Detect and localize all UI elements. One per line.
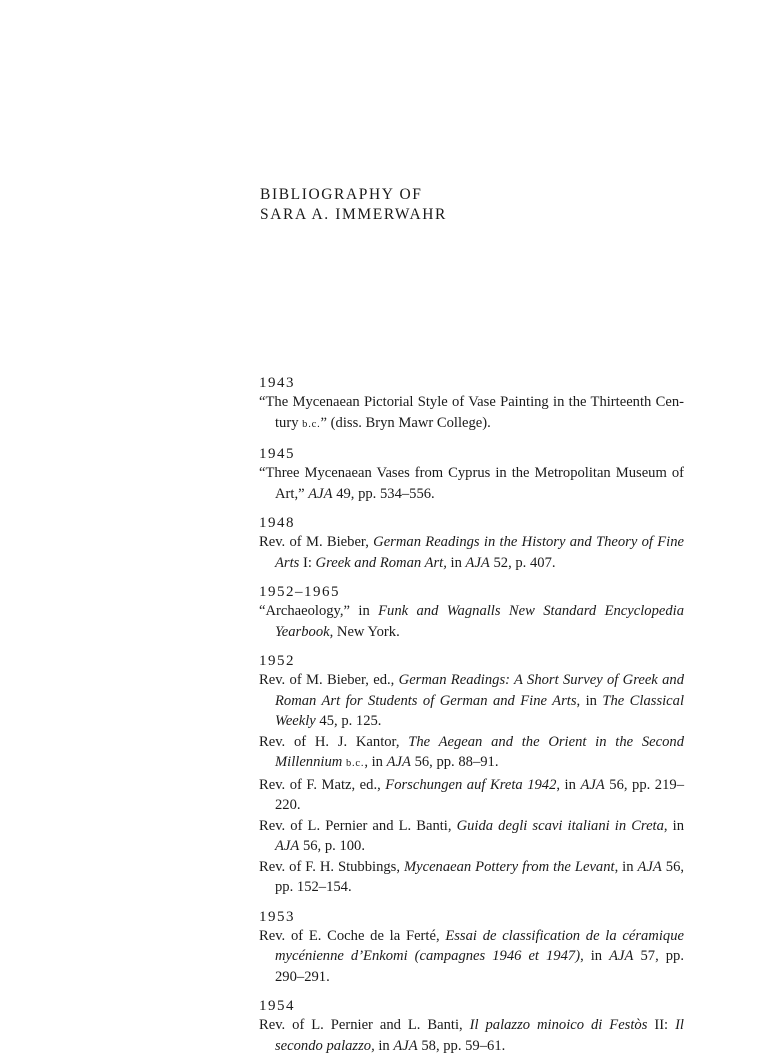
- entry-text: 49, pp. 534–556.: [332, 485, 435, 502]
- year-heading: 1953: [259, 908, 295, 925]
- bibliography-entry: [259, 816, 684, 857]
- entry-text: 58, pp. 59–61.: [417, 1037, 506, 1054]
- small-caps-text: b.c.: [302, 418, 321, 430]
- page-title: [260, 185, 447, 225]
- bibliography-entry: [259, 732, 684, 775]
- entry-text: , in: [364, 754, 387, 770]
- entry-text: 52, p. 407.: [489, 554, 556, 571]
- entry-text: New York.: [333, 623, 400, 640]
- year-heading: 1954: [259, 998, 295, 1014]
- italic-title: The Classical Weekly: [275, 692, 685, 729]
- italic-title: Guida degli scavi italiani in Creta: [456, 817, 664, 834]
- italic-title: Forschungen auf Kreta 1942: [385, 776, 557, 793]
- entry-text: “Three Mycenaean Vases from Cyprus in the Metropolitan Museum of Art,”: [259, 465, 684, 502]
- bibliography-entry: [259, 670, 684, 732]
- entry-text: Rev. of F. Matz, ed.,: [259, 776, 386, 793]
- entry-text: Rev. of F. H. Stubbings,: [259, 858, 404, 875]
- year-heading: 1952: [259, 653, 295, 669]
- year-heading: 1948: [259, 515, 295, 531]
- entry-text: “The Mycenaean Pictorial Style of Vase Painting in the Thirteenth Century: [259, 394, 684, 431]
- italic-title: German Readings in the History and Theory of Fine Arts: [275, 534, 684, 571]
- entry-text: , in: [614, 858, 638, 875]
- italic-title: AJA: [275, 838, 300, 854]
- italic-title: Essai de classification de la céramique mycénienne d’Enkomi (campagnes 1946 et 1947): [275, 927, 684, 964]
- entry-text: , in: [556, 776, 581, 793]
- italic-title: Il secondo palazzo,: [275, 1017, 684, 1054]
- bibliography-entry: [259, 1015, 684, 1056]
- entry-text: 56, p. 100.: [299, 838, 365, 854]
- italic-title: AJA: [393, 1037, 418, 1054]
- italic-title: AJA: [308, 485, 333, 502]
- bibliography-entry: [259, 926, 684, 988]
- bibliography-entry: [259, 857, 684, 898]
- year-heading: 1943: [259, 375, 295, 391]
- bibliography-entry: [259, 463, 684, 504]
- bibliography-entry: [259, 392, 684, 435]
- page-title-line-1: BIBLIOGRAPHY OF: [260, 186, 423, 203]
- entry-text: Rev. of E. Coche de la Ferté,: [259, 927, 446, 944]
- italic-title: The Aegean and the Orient in the Second Millennium: [275, 733, 684, 770]
- entry-text: , in: [580, 948, 610, 964]
- page-title-line-2: SARA A. IMMERWAHR: [260, 206, 447, 223]
- entry-text: I:: [299, 554, 316, 571]
- entry-text: 56, pp. 219–220.: [275, 776, 684, 813]
- small-caps-text: b.c.: [345, 758, 365, 769]
- bibliography-list: [259, 374, 684, 1056]
- italic-title: German Readings: A Short Survey of Greek and Roman Art for Students of German and Fine Arts: [275, 672, 684, 709]
- italic-title: Funk and Wagnalls New Standard Encyclopedia Yearbook,: [275, 603, 684, 640]
- entry-text: in: [446, 554, 466, 571]
- italic-title: AJA: [465, 554, 490, 571]
- italic-title: AJA: [386, 754, 411, 770]
- entry-text: , in: [663, 817, 684, 834]
- entry-text: Rev. of M. Bieber,: [259, 534, 374, 550]
- bibliography-entry: [259, 775, 684, 816]
- bibliography-entry: [259, 532, 684, 573]
- entry-text: Rev. of L. Pernier and L. Banti,: [259, 817, 457, 834]
- entry-text: 57, pp. 290–291.: [275, 948, 685, 985]
- year-heading: 1952–1965: [259, 584, 340, 600]
- entry-text: 45, p. 125.: [315, 713, 382, 729]
- bibliography-entry: [259, 601, 684, 642]
- italic-title: Il palazzo minoico di Festòs: [469, 1017, 648, 1033]
- entry-text: in: [374, 1037, 394, 1054]
- italic-title: AJA: [637, 858, 662, 875]
- entry-text: 56, pp. 152–154.: [275, 858, 685, 895]
- year-heading: 1945: [259, 446, 295, 462]
- entry-text: Rev. of M. Bieber, ed.,: [259, 672, 399, 688]
- entry-text: II:: [647, 1017, 676, 1033]
- italic-title: AJA: [580, 776, 605, 793]
- entry-text: Rev. of L. Pernier and L. Banti,: [259, 1017, 470, 1033]
- italic-title: Greek and Roman Art,: [315, 554, 447, 571]
- entry-text: ” (diss. Bryn Mawr College).: [320, 414, 491, 431]
- entry-text: Rev. of H. J. Kantor,: [259, 733, 409, 750]
- italic-title: Mycenaean Pottery from the Levant: [403, 858, 615, 875]
- entry-text: “Archaeology,” in: [259, 603, 379, 619]
- italic-title: AJA: [609, 948, 634, 964]
- entry-text: , in: [576, 692, 603, 709]
- entry-text: 56, pp. 88–91.: [410, 754, 499, 770]
